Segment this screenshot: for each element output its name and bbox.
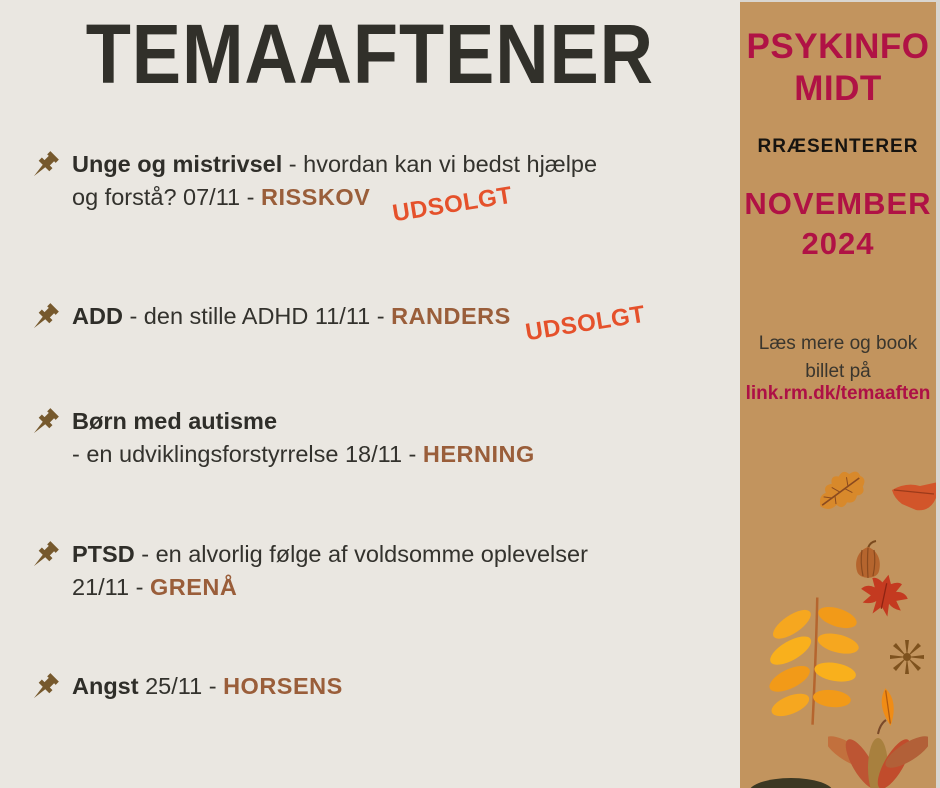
soldout-badge: UDSOLGT bbox=[390, 181, 515, 228]
pushpin-icon bbox=[26, 538, 62, 574]
page-title bbox=[0, 6, 740, 103]
event-boern-med-autisme bbox=[26, 405, 706, 471]
brand-line2: MIDT bbox=[794, 69, 882, 108]
event-text bbox=[72, 538, 692, 604]
booking-line2: billet på bbox=[805, 361, 871, 382]
event-ptsd bbox=[26, 538, 706, 604]
event-desc-line2: og forstå? 07/11 - bbox=[72, 184, 261, 210]
pushpin-icon bbox=[26, 300, 62, 336]
pushpin-icon bbox=[26, 148, 62, 184]
event-desc: - en alvorlig følge af voldsomme oplevelser bbox=[134, 541, 588, 567]
creeper-leaf-icon bbox=[828, 718, 928, 788]
event-text bbox=[72, 670, 692, 703]
month-line2: 2024 bbox=[801, 226, 875, 261]
booking-info bbox=[740, 330, 936, 386]
event-title: PTSD bbox=[72, 541, 135, 567]
presents-label: RRÆSENTERER bbox=[757, 136, 919, 157]
soldout-badge: UDSOLGT bbox=[523, 300, 648, 347]
month-line1: NOVEMBER bbox=[744, 186, 932, 221]
booking-line1: Læs mere og book bbox=[758, 333, 918, 354]
event-unge-og-mistrivsel bbox=[26, 148, 706, 228]
event-location: RISSKOV bbox=[261, 184, 371, 210]
event-location: GRENÅ bbox=[149, 574, 238, 600]
month-title bbox=[740, 184, 936, 264]
star-anise-icon bbox=[888, 638, 926, 676]
event-title: Unge og mistrivsel bbox=[72, 151, 283, 177]
event-add bbox=[26, 300, 706, 347]
event-title: Børn med autisme bbox=[72, 408, 278, 434]
booking-link: link.rm.dk/temaaften bbox=[745, 383, 931, 404]
event-location: RANDERS bbox=[391, 303, 511, 329]
dark-leaf-edge-icon bbox=[748, 776, 834, 788]
event-desc-line2: - en udviklingsforstyrrelse 18/11 - bbox=[72, 441, 423, 467]
event-text bbox=[72, 148, 692, 228]
brand-line1: PSYKINFO bbox=[746, 27, 930, 66]
event-title: Angst bbox=[72, 673, 139, 699]
event-angst bbox=[26, 670, 706, 706]
sidebar bbox=[740, 0, 940, 788]
event-text bbox=[72, 405, 692, 471]
event-desc: 25/11 - bbox=[138, 673, 224, 699]
event-location: HORSENS bbox=[223, 673, 343, 699]
page-title-text: TEMAAFTENER bbox=[85, 7, 655, 101]
event-title: ADD bbox=[72, 303, 123, 329]
event-text bbox=[72, 300, 692, 347]
event-desc-line2: 21/11 - bbox=[72, 574, 150, 600]
event-desc: - hvordan kan vi bedst hjælpe bbox=[282, 151, 598, 177]
brand-title bbox=[740, 26, 936, 110]
pushpin-icon bbox=[26, 405, 62, 441]
event-desc: - den stille ADHD 11/11 - bbox=[122, 303, 392, 329]
rowan-leaf-icon bbox=[766, 596, 866, 728]
edge-leaf-icon bbox=[890, 480, 938, 514]
pushpin-icon bbox=[26, 670, 62, 706]
oak-leaf-icon bbox=[810, 464, 872, 520]
event-location: HERNING bbox=[422, 441, 535, 467]
